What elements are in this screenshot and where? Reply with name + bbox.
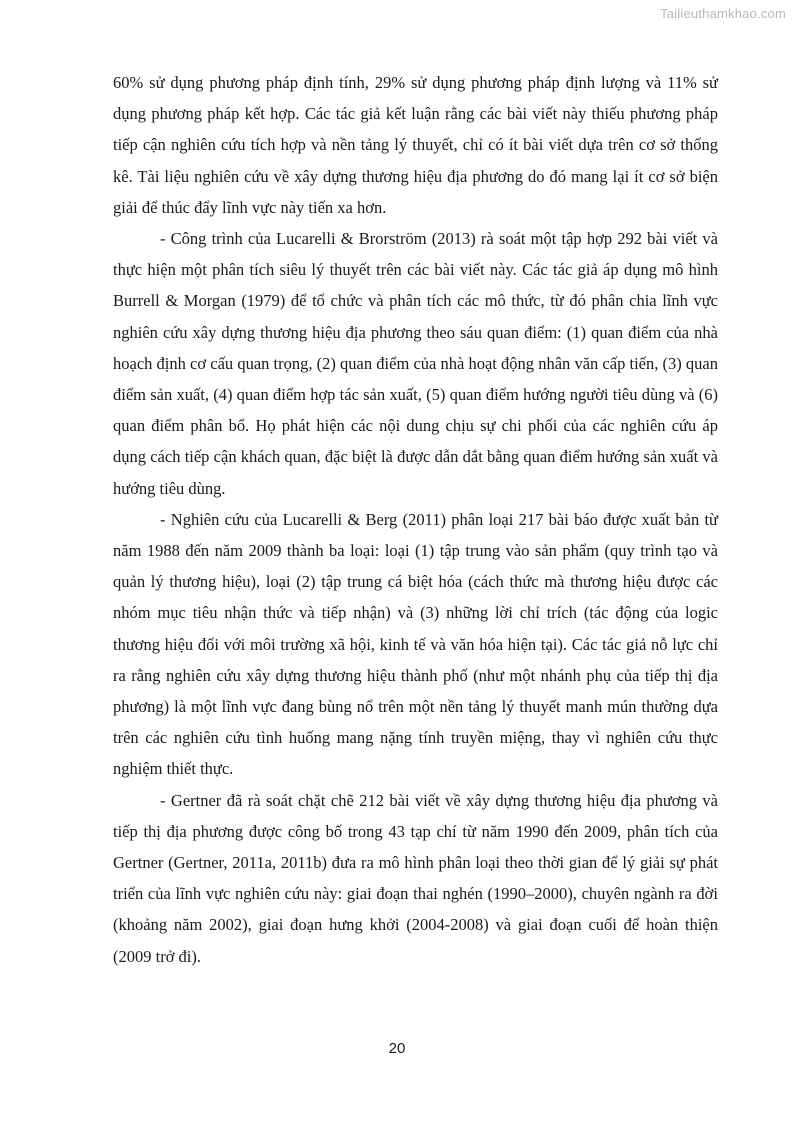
paragraph-gertner: - Gertner đã rà soát chặt chẽ 212 bài viết về xây dựng thương hiệu địa phương và tiếp thị địa phương được công bố trong 43 tạp chí từ năm 1990 đến 2009, phân tích của Gertner (Gertner, 2011a, 2011b) đưa ra mô hình phân loại theo thời gian để lý giải sự phát triển của lĩnh vực nghiên cứu này: giai đoạn thai nghén (1990–2000), chuyên ngành ra đời (khoảng năm 2002), giai đoạn hưng khởi (2004-2008) và giai đoạn cuối để hoàn thiện (2009 trở đi). — [113, 790, 718, 966]
watermark-text: Tailieuthamkhao.com — [660, 6, 786, 21]
document-body — [113, 67, 718, 972]
paragraph-continuation: 60% sử dụng phương pháp định tính, 29% sử dụng phương pháp định lượng và 11% sử dụng phương pháp kết hợp. Các tác giả kết luận rằng các bài viết này thiếu phương pháp tiếp cận nghiên cứu tích hợp và nền tảng lý thuyết, chỉ có ít bài viết dựa trên cơ sở thống kê. Tài liệu nghiên cứu về xây dựng thương hiệu địa phương do đó mang lại ít cơ sở biện giải để thúc đẩy lĩnh vực này tiến xa hơn. — [113, 73, 718, 217]
paragraph-lucarelli-brorstrom: - Công trình của Lucarelli & Brorström (2013) rà soát một tập hợp 292 bài viết và thực hiện một phân tích siêu lý thuyết trên các bài viết này. Các tác giả áp dụng mô hình Burrell & Morgan (1979) để tổ chức và phân tích các mô thức, từ đó phân chia lĩnh vực nghiên cứu xây dựng thương hiệu địa phương theo sáu quan điểm: (1) quan điểm của nhà hoạch định cơ cấu quan trọng, (2) quan điểm của nhà hoạt động nhân văn cấp tiến, (3) quan điểm sản xuất, (4) quan điểm hợp tác sản xuất, (5) quan điểm hướng người tiêu dùng và (6) quan điểm phân bổ. Họ phát hiện các nội dung chịu sự chi phối của các nghiên cứu áp dụng cách tiếp cận khách quan, đặc biệt là được dẫn dắt bằng quan điểm hướng sản xuất và hướng tiêu dùng. — [113, 229, 718, 498]
page-number: 20 — [388, 1040, 406, 1057]
paragraph-lucarelli-berg: - Nghiên cứu của Lucarelli & Berg (2011) phân loại 217 bài báo được xuất bản từ năm 1988 đến năm 2009 thành ba loại: loại (1) tập trung vào sản phẩm (quy trình tạo và quản lý thương hiệu), loại (2) tập trung cá biệt hóa (cách thức mà thương hiệu được các nhóm mục tiêu nhận thức và tiếp nhận) và (3) những lời chỉ trích (tác động của logic thương hiệu đối với môi trường xã hội, kinh tế và văn hóa hiện tại). Các tác giả nỗ lực chỉ ra rằng nghiên cứu xây dựng thương hiệu thành phố (như một nhánh phụ của tiếp thị địa phương) là một lĩnh vực đang bùng nổ trên một nền tảng lý thuyết manh mún thường dựa trên các nghiên cứu tình huống mang nặng tính truyền miệng, thay vì nghiên cứu thực nghiệm thiết thực. — [113, 509, 718, 779]
